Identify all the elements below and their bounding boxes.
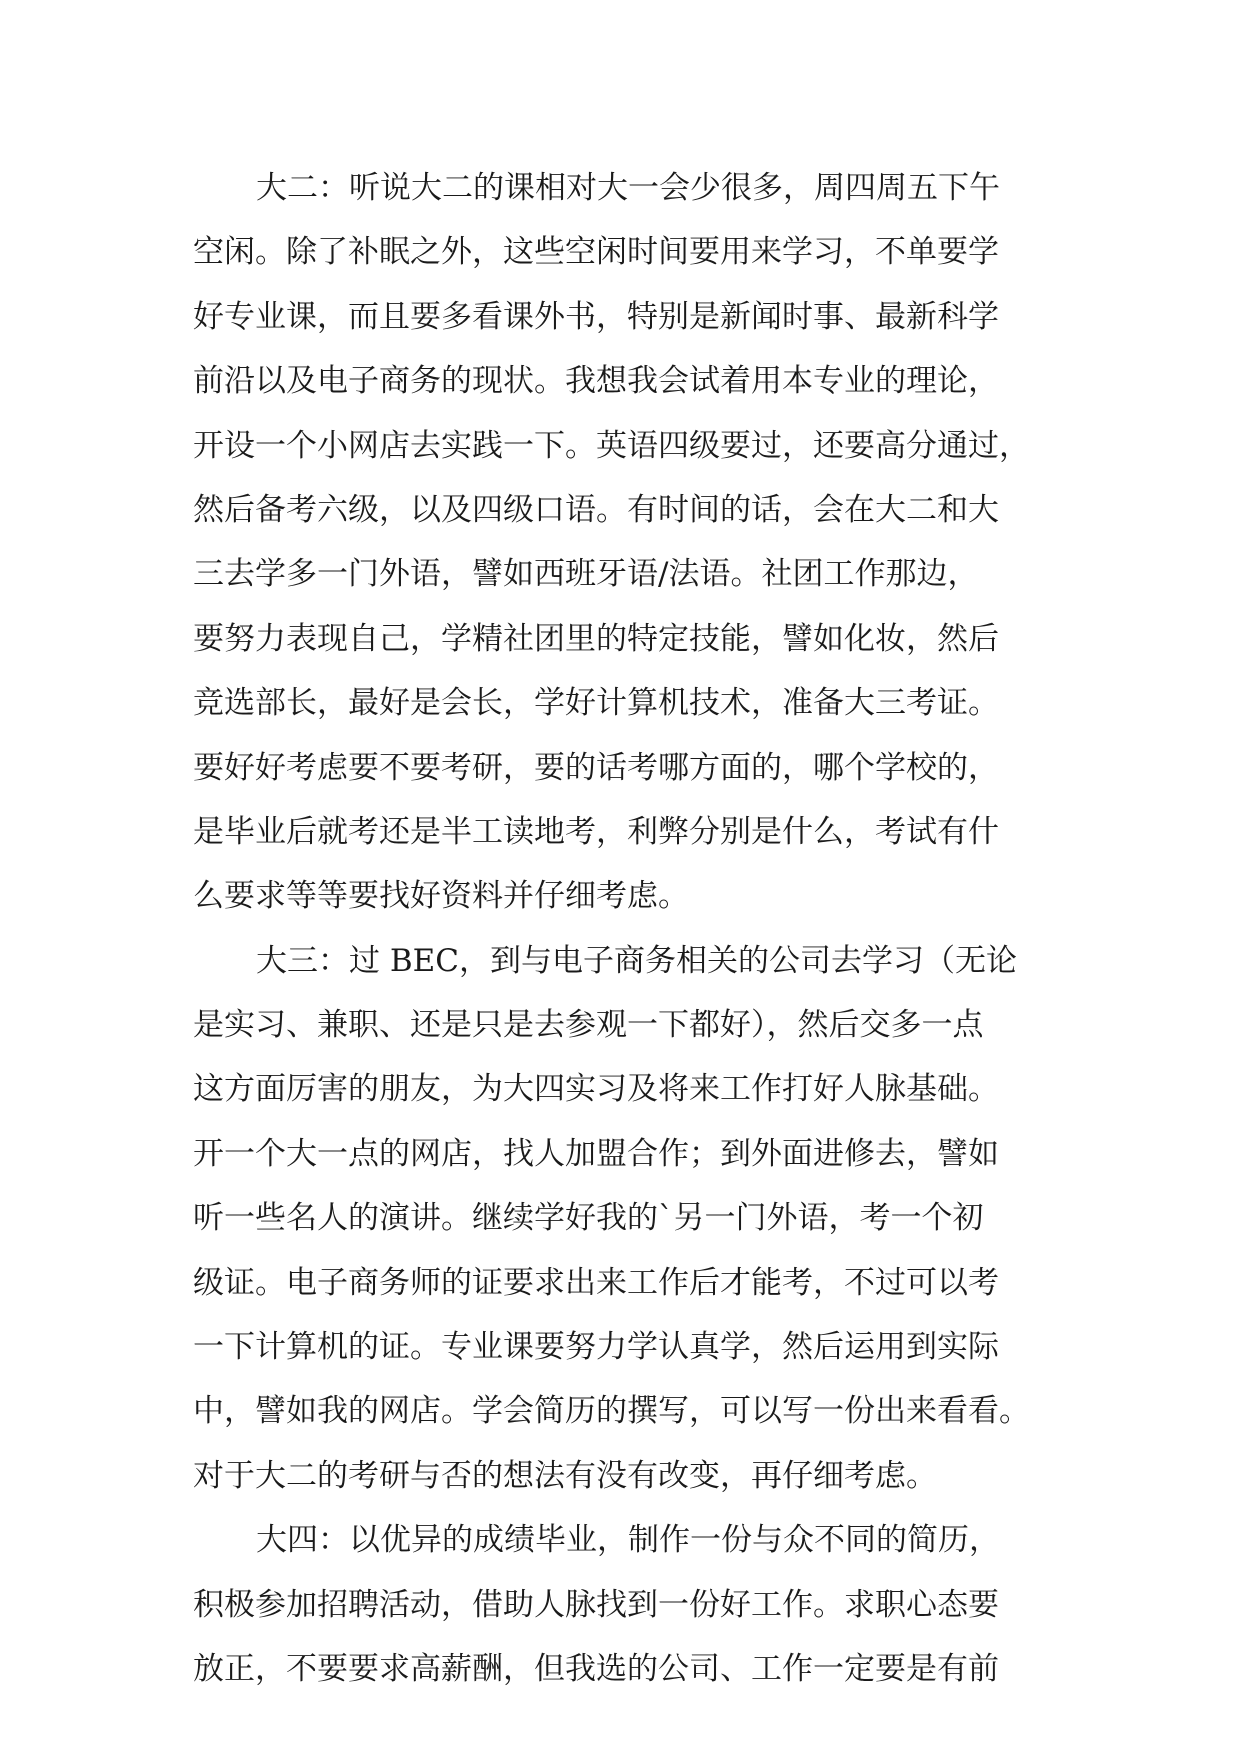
text-line: 三去学多一门外语，譬如西班牙语/法语。社团工作那边，	[193, 556, 979, 593]
text-line: 然后备考六级，以及四级口语。有时间的话，会在大二和大	[193, 491, 999, 528]
text-line: 积极参加招聘活动，借助人脉找到一份好工作。求职心态要	[193, 1586, 999, 1623]
body-text	[193, 156, 1073, 1701]
text-line: 空闲。除了补眠之外，这些空闲时间要用来学习，不单要学	[193, 234, 999, 271]
paragraph-senior-year	[193, 1508, 1073, 1701]
text-line: 中，譬如我的网店。学会简历的撰写，可以写一份出来看看。	[193, 1393, 1030, 1430]
text-line: 大四：以优异的成绩毕业，制作一份与众不同的简历，	[256, 1522, 1000, 1559]
text-line: 大三：过 BEC，到与电子商务相关的公司去学习（无论	[256, 942, 1017, 979]
text-line: 一下计算机的证。专业课要努力学认真学，然后运用到实际	[193, 1329, 999, 1366]
text-line: 要努力表现自己，学精社团里的特定技能，譬如化妆，然后	[193, 620, 999, 657]
paragraph-junior-year	[193, 929, 1073, 1509]
text-line: 对于大二的考研与否的想法有没有改变，再仔细考虑。	[193, 1457, 937, 1494]
text-line: 要好好考虑要不要考研，要的话考哪方面的，哪个学校的，	[193, 749, 999, 786]
text-line: 是毕业后就考还是半工读地考，利弊分别是什么，考试有什	[193, 813, 999, 850]
text-line: 是实习、兼职、还是只是去参观一下都好），然后交多一点	[193, 1007, 984, 1044]
text-line: 放正，不要要求高薪酬，但我选的公司、工作一定要是有前	[193, 1650, 999, 1687]
text-line: 级证。电子商务师的证要求出来工作后才能考，不过可以考	[193, 1264, 999, 1301]
text-line: 开设一个小网店去实践一下。英语四级要过，还要高分通过，	[193, 427, 1030, 464]
paragraph-sophomore-year	[193, 156, 1073, 929]
text-line: 前沿以及电子商务的现状。我想我会试着用本专业的理论，	[193, 363, 999, 400]
text-line: 大二：听说大二的课相对大一会少很多，周四周五下午	[256, 170, 1000, 206]
text-line: 这方面厉害的朋友，为大四实习及将来工作打好人脉基础。	[193, 1071, 999, 1108]
text-line: 听一些名人的演讲。继续学好我的`另一门外语，考一个初	[193, 1200, 984, 1237]
text-line: 好专业课，而且要多看课外书，特别是新闻时事、最新科学	[193, 298, 999, 335]
text-line: 竞选部长，最好是会长，学好计算机技术，准备大三考证。	[193, 685, 999, 722]
text-line: 么要求等等要找好资料并仔细考虑。	[193, 878, 689, 915]
text-line: 开一个大一点的网店，找人加盟合作；到外面进修去，譬如	[193, 1135, 999, 1172]
